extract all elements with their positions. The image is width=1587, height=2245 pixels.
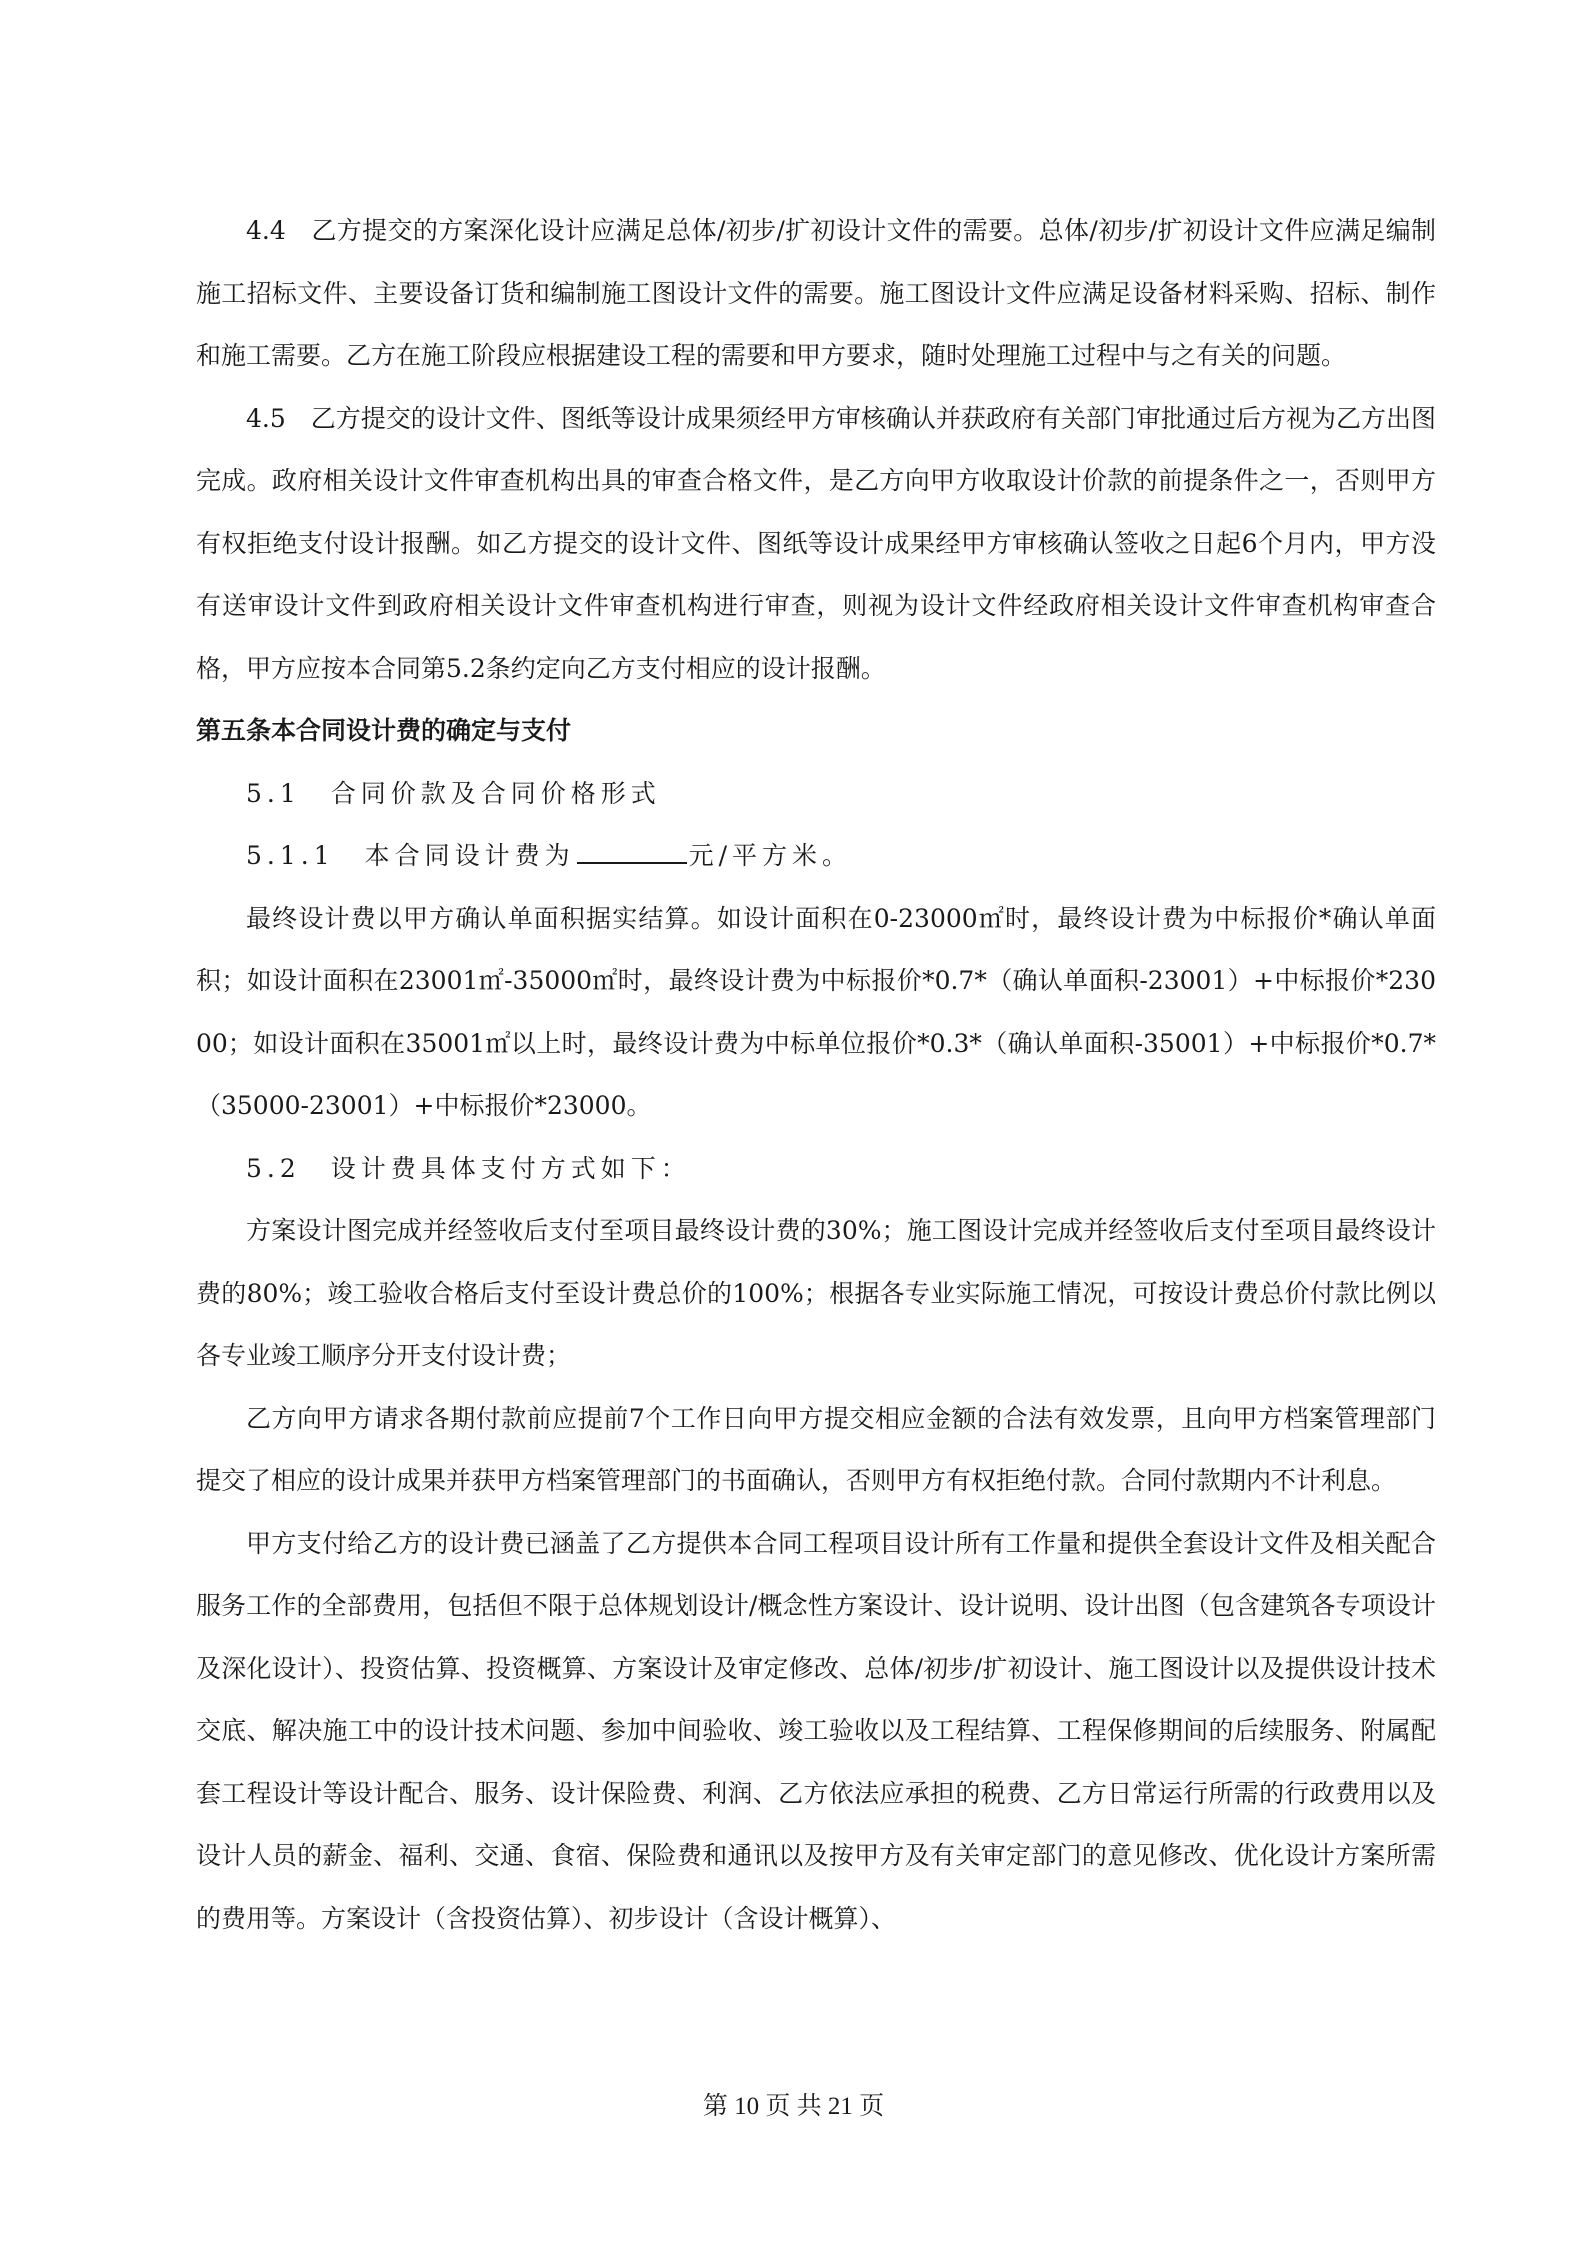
invoice-paragraph: 乙方向甲方请求各期付款前应提前7个工作日向甲方提交相应金额的合法有效发票，且向甲方档案管理部门提交了相应的设计成果并获甲方档案管理部门的书面确认，否则甲方有权拒绝付款。合同付款期内不计利息。 — [196, 1403, 1436, 1495]
document-body — [196, 200, 1436, 1950]
clause-5-1-1-prefix: 5.1.1 本合同设计费为 — [246, 841, 575, 870]
clause-5-2: 5.2 设计费具体支付方式如下： — [246, 1153, 691, 1183]
clause-4-5: 4.5 乙方提交的设计文件、图纸等设计成果须经甲方审核确认并获政府有关部门审批通过后方视为乙方出图完成。政府相关设计文件审查机构出具的审查合格文件，是乙方向甲方收取设计价款的前提条件之一，否则甲方有权拒绝支付设计报酬。如乙方提交的设计文件、图纸等设计成果经甲方审核确认签收之日起6个月内，甲方没有送审设计文件到政府相关设计文件审查机构进行审查，则视为设计文件经政府相关设计文件审查机构审查合格，甲方应按本合同第5.2条约定向乙方支付相应的设计报酬。 — [196, 403, 1436, 683]
page-number-footer: 第 10 页 共 21 页 — [702, 2093, 885, 2120]
clause-5-1: 5.1 合同价款及合同价格形式 — [246, 778, 661, 808]
payment-schedule-paragraph: 方案设计图完成并经签收后支付至项目最终设计费的30%；施工图设计完成并经签收后支付至项目最终设计费的80%；竣工验收合格后支付至设计费总价的100%；根据各专业实际施工情况，可按设计费总价付款比例以各专业竣工顺序分开支付设计费； — [196, 1216, 1436, 1370]
fee-blank-line — [577, 861, 687, 864]
fee-scope-paragraph: 甲方支付给乙方的设计费已涵盖了乙方提供本合同工程项目设计所有工作量和提供全套设计文件及相关配合服务工作的全部费用，包括但不限于总体规划设计/概念性方案设计、设计说明、设计出图（包含建筑各专项设计及深化设计）、投资估算、投资概算、方案设计及审定修改、总体/初步/扩初设计、施工图设计以及提供设计技术交底、解决施工中的设计技术问题、参加中间验收、竣工验收以及工程结算、工程保修期间的后续服务、附属配套工程设计等设计配合、服务、设计保险费、利润、乙方依法应承担的税费、乙方日常运行所需的行政费用以及设计人员的薪金、福利、交通、食宿、保险费和通讯以及按甲方及有关审定部门的意见修改、优化设计方案所需的费用等。方案设计（含投资估算）、初步设计（含设计概算）、 — [196, 1528, 1436, 1933]
clause-5-1-1-suffix: 元/平方米。 — [688, 841, 853, 870]
clause-5-1-1 — [196, 825, 1436, 888]
final-fee-paragraph: 最终设计费以甲方确认单面积据实结算。如设计面积在0-23000㎡时，最终设计费为中标报价*确认单面积；如设计面积在23001㎡-35000㎡时，最终设计费为中标报价*0.7*（确认单面积-23001）+中标报价*23000；如设计面积在35001㎡以上时，最终设计费为中标单位报价*0.3*（确认单面积-35001）+中标报价*0.7*（35000-23001）+中标报价*23000。 — [196, 903, 1436, 1120]
clause-4-4: 4.4 乙方提交的方案深化设计应满足总体/初步/扩初设计文件的需要。总体/初步/扩初设计文件应满足编制施工招标文件、主要设备订货和编制施工图设计文件的需要。施工图设计文件应满足设备材料采购、招标、制作和施工需要。乙方在施工阶段应根据建设工程的需要和甲方要求，随时处理施工过程中与之有关的问题。 — [196, 216, 1436, 370]
article-5-heading: 第五条本合同设计费的确定与支付 — [196, 716, 572, 745]
